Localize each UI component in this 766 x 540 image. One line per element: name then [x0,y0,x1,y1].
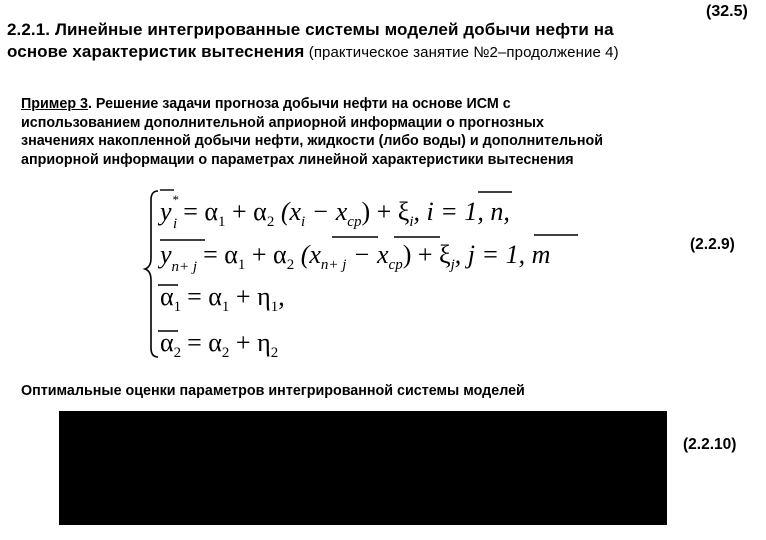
title-line-2-subtitle: (практическое занятие №2–продолжение 4) [304,44,619,61]
eq3: $\alpha_1 = \alpha_1 + \eta_1$, [160,282,285,315]
example-line-1-text: . Решение задачи прогноза добычи нефти на основе ИСМ с [87,96,511,112]
eq1: y* $i = \alpha_1 + \alpha_2$ $(x_i - x_{ср}) + \xi_i$, i = 1, n, [160,192,510,232]
slide-number: (32.5) [706,3,748,20]
example-line-2: использованием дополнительной априорной информации о прогнозных [21,114,544,131]
title-line-2-bold: основе характеристик вытеснения [7,42,305,61]
equation-number-2-2-9: (2.2.9) [690,236,735,253]
eq2: $y_{n+ j} = \alpha_1 + \alpha_2$ $(x_{n+ j} - x_{ср}) + \xi_j$, j = 1, m [160,240,551,275]
formula-image-placeholder [59,411,667,525]
example-label: Пример 3 [21,96,88,112]
equation-number-2-2-10: (2.2.10) [683,436,737,453]
title-line-1: 2.2.1. Линейные интегрированные системы моделей добычи нефти на [7,20,614,39]
example-line-3: значениях накопленной добычи нефти, жидкости (либо воды) и дополнительной [21,133,603,149]
optimal-estimates-text: Оптимальные оценки параметров интегрированной системы моделей [21,383,525,399]
eq4: $\alpha_2 = \alpha_2 + \eta_2$ [160,328,279,361]
left-brace [145,191,158,357]
example-line-4: априорной информации о параметрах линейной характеристики вытеснения [21,151,574,168]
